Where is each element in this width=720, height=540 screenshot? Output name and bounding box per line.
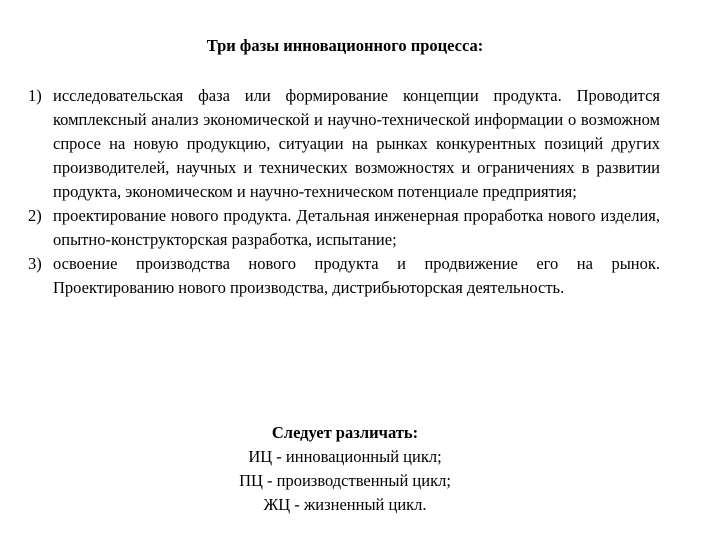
list-item-text: проектирование нового продукта. Детальная инженерная проработка нового изделия, опытно-конструкторская разработка, испытание;	[53, 206, 660, 249]
phase-list	[28, 84, 660, 300]
distinction-heading: Следует различать:	[271, 423, 419, 442]
distinction-block	[0, 421, 690, 517]
distinction-line: ИЦ - инновационный цикл;	[248, 447, 442, 466]
list-item-number: 2)	[28, 206, 42, 225]
page-title: Три фазы инновационного процесса:	[206, 36, 484, 55]
list-item-number: 3)	[28, 254, 42, 273]
list-item-number: 1)	[28, 86, 42, 105]
distinction-line: ЖЦ - жизненный цикл.	[263, 495, 427, 514]
list-item-text: освоение производства нового продукта и продвижение его на рынок. Проектированию нового производства, дистрибьюторская деятельность.	[53, 254, 660, 297]
list-item-text: исследовательская фаза или формирование концепции продукта. Проводится комплексный анализ экономической и научно-технической информации о возможном спросе на новую продукцию, ситуации на рынках конкурентных позиций других производителей, научных и технических возможностях и ограничениях в развитии продукта, экономическом и научно-техническом потенциале предприятия;	[53, 86, 660, 201]
list-item	[28, 204, 660, 252]
list-item	[28, 84, 660, 204]
distinction-line: ПЦ - производственный цикл;	[239, 471, 451, 490]
list-item	[28, 252, 660, 300]
